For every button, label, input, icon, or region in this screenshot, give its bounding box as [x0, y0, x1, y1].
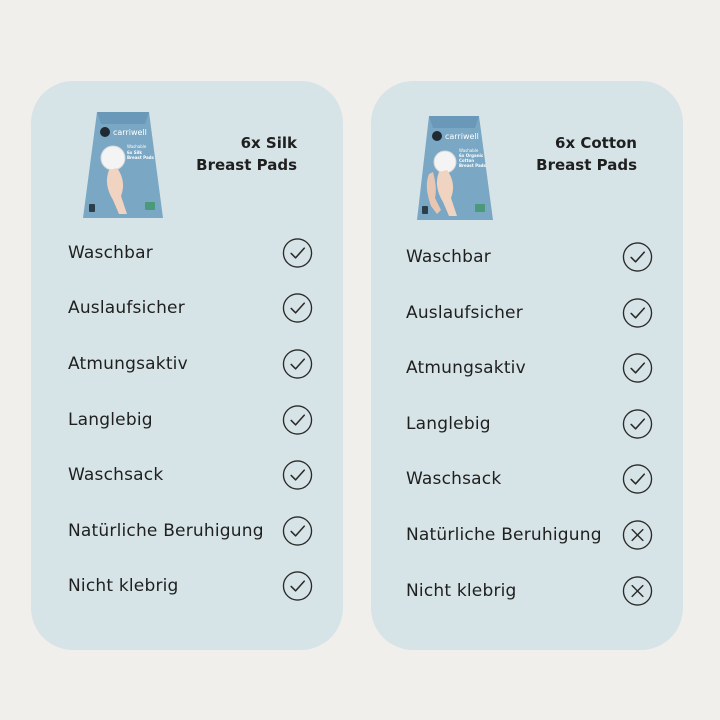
- card-title-line-2: Breast Pads: [196, 156, 297, 174]
- comparison-card-silk: [31, 81, 343, 650]
- check-icon: [622, 242, 653, 273]
- feature-row: [68, 458, 313, 492]
- check-icon: [282, 293, 313, 324]
- feature-row: [68, 569, 313, 603]
- svg-text:carriwell: carriwell: [445, 132, 479, 141]
- svg-text:Cotton: Cotton: [459, 158, 475, 163]
- feature-label: Langlebig: [68, 410, 153, 430]
- feature-row: [406, 351, 653, 385]
- svg-text:Washable: Washable: [127, 144, 147, 149]
- feature-label: Waschsack: [68, 465, 164, 485]
- svg-text:Breast Pads: Breast Pads: [127, 155, 154, 160]
- cross-icon: [622, 576, 653, 607]
- feature-label: Nicht klebrig: [406, 581, 517, 601]
- feature-row: [68, 291, 313, 325]
- card-title: [196, 132, 297, 176]
- feature-label: Waschsack: [406, 469, 502, 489]
- feature-row: [68, 514, 313, 548]
- check-icon: [622, 298, 653, 329]
- feature-label: Langlebig: [406, 414, 491, 434]
- feature-label: Atmungsaktiv: [406, 358, 526, 378]
- svg-text:6x Organic: 6x Organic: [459, 153, 484, 158]
- check-icon: [282, 516, 313, 547]
- card-title: [536, 132, 637, 176]
- feature-row: [68, 236, 313, 270]
- feature-label: Auslaufsicher: [68, 298, 185, 318]
- feature-row: [406, 574, 653, 608]
- check-icon: [622, 409, 653, 440]
- feature-label: Auslaufsicher: [406, 303, 523, 323]
- feature-label: Waschbar: [68, 243, 153, 263]
- cross-icon: [622, 520, 653, 551]
- cotton-pads-package-image: [417, 114, 497, 224]
- feature-label: Waschbar: [406, 247, 491, 267]
- card-title-line-2: Breast Pads: [536, 156, 637, 174]
- check-icon: [622, 353, 653, 384]
- svg-text:Washable: Washable: [459, 148, 479, 153]
- feature-label: Natürliche Beruhigung: [68, 521, 264, 541]
- feature-row: [68, 403, 313, 437]
- check-icon: [282, 238, 313, 269]
- feature-row: [406, 518, 653, 552]
- feature-row: [406, 240, 653, 274]
- check-icon: [282, 349, 313, 380]
- comparison-card-cotton: [371, 81, 683, 650]
- feature-label: Natürliche Beruhigung: [406, 525, 602, 545]
- check-icon: [282, 460, 313, 491]
- svg-text:Breast Pads: Breast Pads: [459, 163, 486, 168]
- check-icon: [282, 405, 313, 436]
- check-icon: [622, 464, 653, 495]
- card-title-line-1: 6x Cotton: [555, 134, 637, 152]
- feature-label: Atmungsaktiv: [68, 354, 188, 374]
- svg-text:6x Silk: 6x Silk: [127, 150, 143, 155]
- silk-pads-package-image: [83, 110, 163, 220]
- svg-text:carriwell: carriwell: [113, 128, 147, 137]
- feature-row: [68, 347, 313, 381]
- feature-label: Nicht klebrig: [68, 576, 179, 596]
- feature-row: [406, 462, 653, 496]
- card-title-line-1: 6x Silk: [240, 134, 297, 152]
- check-icon: [282, 571, 313, 602]
- feature-row: [406, 296, 653, 330]
- feature-row: [406, 407, 653, 441]
